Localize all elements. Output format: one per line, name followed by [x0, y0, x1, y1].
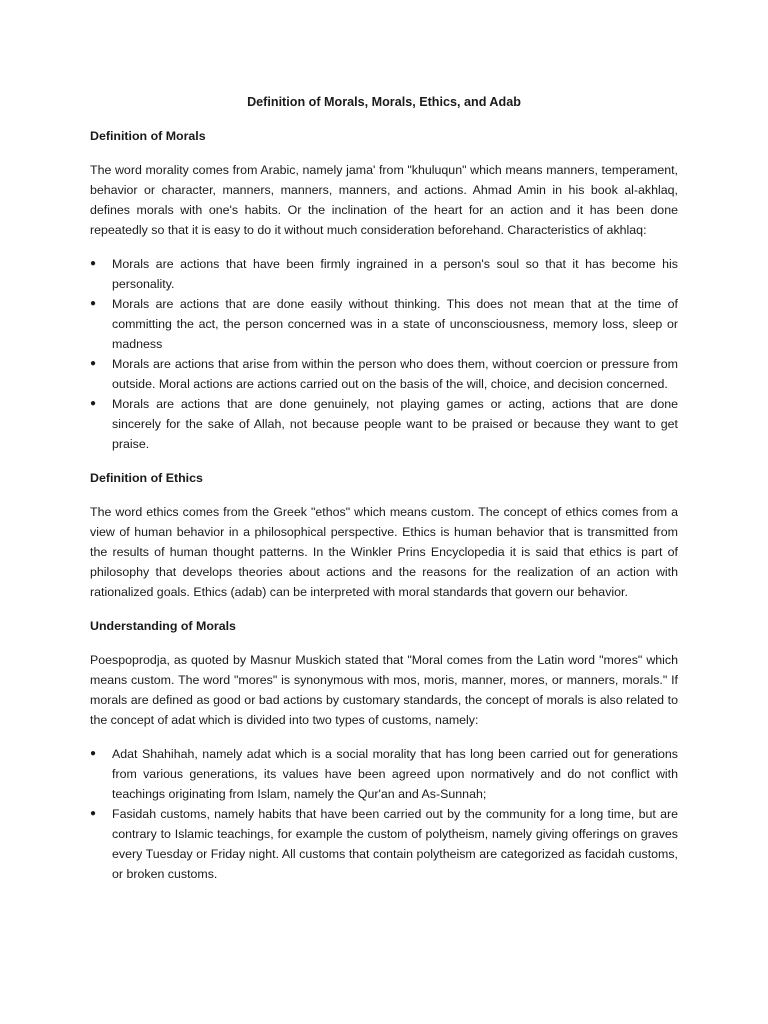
section-paragraph: The word ethics comes from the Greek "ethos" which means custom. The concept of ethics comes from a view of human behavior in a philosophical perspective. Ethics is human behavior that is transmitted from the results of human thought patterns. In the Winkler Prins Encyclopedia it is said that ethics is part of philosophy that develops theories about actions and the reasons for the realization of an action with rationalized goals. Ethics (adab) can be interpreted with moral standards that govern our behavior.: [90, 505, 678, 599]
section-paragraph: Poespoprodja, as quoted by Masnur Muskich stated that "Moral comes from the Latin word "mores" which means custom. The word "mores" is synonymous with mos, moris, manner, mores, or manners, morals." If morals are defined as good or bad actions by customary standards, the concept of morals is also related to the concept of adat which is divided into two types of customs, namely:: [90, 653, 678, 727]
document-page: [90, 92, 678, 898]
list-item: [90, 394, 678, 454]
section-heading: Understanding of Morals: [90, 619, 236, 633]
list-item: [90, 254, 678, 294]
list-item-text: Morals are actions that arise from within the person who does them, without coercion or pressure from outside. Moral actions are actions carried out on the basis of the will, choice, and decision concerned.: [112, 357, 678, 391]
list-item: [90, 354, 678, 394]
bullet-icon: ●: [90, 258, 97, 269]
list-item-text: Adat Shahihah, namely adat which is a social morality that has long been carried out for generations from various generations, its values have been agreed upon normatively and do not conflict with teachings originating from Islam, namely the Qur'an and As-Sunnah;: [112, 747, 678, 801]
bullet-list: [90, 254, 678, 454]
section-heading: Definition of Morals: [90, 129, 206, 143]
list-item-text: Morals are actions that are done easily without thinking. This does not mean that at the time of committing the act, the person concerned was in a state of unconsciousness, memory loss, sleep or madness: [112, 297, 678, 351]
bullet-icon: ●: [90, 358, 97, 369]
list-item: [90, 744, 678, 804]
bullet-icon: ●: [90, 298, 97, 309]
section-definition-of-ethics: [90, 468, 678, 602]
list-item-text: Fasidah customs, namely habits that have been carried out by the community for a long time, but are contrary to Islamic teachings, for example the custom of polytheism, namely giving offerings on graves every Tuesday or Friday night. All customs that contain polytheism are categorized as facidah customs, or broken customs.: [112, 807, 678, 881]
list-item-text: Morals are actions that are done genuinely, not playing games or acting, actions that are done sincerely for the sake of Allah, not because people want to be praised or because they want to get praise.: [112, 397, 678, 451]
section-understanding-of-morals: [90, 616, 678, 884]
list-item: [90, 294, 678, 354]
list-item-text: Morals are actions that have been firmly ingrained in a person's soul so that it has become his personality.: [112, 257, 678, 291]
list-item: [90, 804, 678, 884]
bullet-icon: ●: [90, 808, 97, 819]
section-paragraph: The word morality comes from Arabic, namely jama' from "khuluqun" which means manners, temperament, behavior or character, manners, manners, manners, and actions. Ahmad Amin in his book al-akhlaq, defines morals with one's habits. Or the inclination of the heart for an action and it has been done repeatedly so that it is easy to do it without much consideration beforehand. Characteristics of akhlaq:: [90, 163, 678, 237]
bullet-list: [90, 744, 678, 884]
bullet-icon: ●: [90, 398, 97, 409]
section-heading: Definition of Ethics: [90, 471, 203, 485]
section-definition-of-morals: [90, 126, 678, 454]
document-title: Definition of Morals, Morals, Ethics, and Adab: [247, 95, 521, 109]
bullet-icon: ●: [90, 748, 97, 759]
